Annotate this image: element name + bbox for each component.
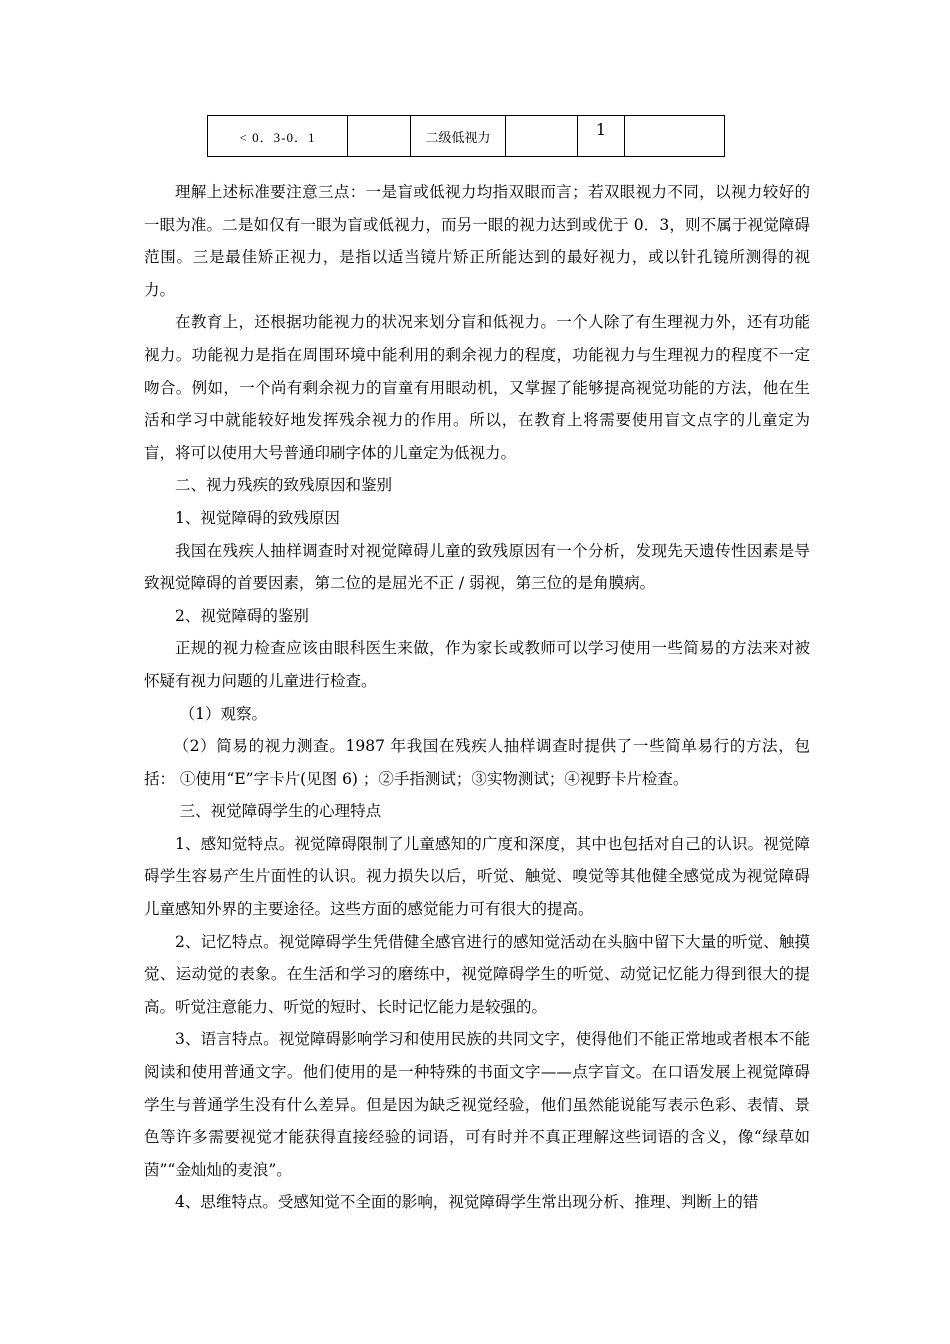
subheading-identification: 2、视觉障碍的鉴别	[175, 606, 309, 625]
table-cell-vision-range: < 0．3-0．1	[208, 116, 348, 157]
paragraph-memory: 2、记忆特点。视觉障碍学生凭借健全感官进行的感知觉活动在头脑中留下大量的听觉、触摸觉、运动觉的表象。在生活和学习的磨练中，视觉障碍学生的听觉、动觉记忆能力得到很大的提高。听觉注意能力、听觉的短时、长时记忆能力是较强的。	[144, 932, 810, 1016]
paragraph-language: 3、语言特点。视觉障碍影响学习和使用民族的共同文字，使得他们不能正常地或者根本不能阅读和使用普通文字。他们使用的是一种特殊的书面文字——点字盲文。在口语发展上视觉障碍学生与普通学生没有什么差异。但是因为缺乏视觉经验，他们虽然能说能写表示色彩、表情、景色等许多需要视觉才能获得直接经验的词语，可有时并不真正理解这些词语的含义，像“绿草如茵”“金灿灿的麦浪”。	[144, 1030, 810, 1179]
list-item-vision-test: （2）简易的视力测查。1987 年我国在残疾人抽样调查时提供了一些简单易行的方法，包括： ①使用“E”字卡片(见图 6) ；②手指测试；③实物测试；④视野卡片检查。	[144, 737, 810, 788]
list-item-observation: （1）观察。	[179, 704, 268, 723]
paragraph-identification: 正规的视力检查应该由眼科医生来做，作为家长或教师可以学习使用一些简易的方法来对被怀疑有视力问题的儿童进行检查。	[144, 639, 810, 690]
table-cell	[506, 116, 578, 157]
document-body	[144, 176, 810, 1219]
paragraph-standard-notes: 理解上述标准要注意三点：一是盲或低视力均指双眼而言；若双眼视力不同，以视力较好的一眼为准。二是如仅有一眼为盲或低视力，而另一眼的视力达到或优于 0．3，则不属于视觉障碍范围。三是最佳矫正视力，是指以适当镜片矫正所能达到的最好视力，或以针孔镜所测得的视力。	[144, 183, 810, 299]
section-heading-causes: 二、视力残疾的致残原因和鉴别	[175, 476, 393, 495]
table-cell	[348, 116, 411, 157]
vision-grade-table	[207, 115, 725, 157]
paragraph-functional-vision: 在教育上，还根据功能视力的状况来划分盲和低视力。一个人除了有生理视力外，还有功能视力。功能视力是指在周围环境中能利用的剩余视力的程度，功能视力与生理视力的程度不一定吻合。例如，一个尚有剩余视力的盲童有用眼动机，又掌握了能够提高视觉功能的方法，他在生活和学习中就能较好地发挥残余视力的作用。所以，在教育上将需要使用盲文点字的儿童定为盲，将可以使用大号普通印刷字体的儿童定为低视力。	[144, 313, 810, 462]
table-cell	[625, 116, 725, 157]
section-heading-psychology: 三、视觉障碍学生的心理特点	[179, 802, 382, 821]
paragraph-thinking: 4、思维特点。受感知觉不全面的影响，视觉障碍学生常出现分析、推理、判断上的错	[175, 1193, 759, 1212]
paragraph-perception: 1、感知觉特点。视觉障碍限制了儿童感知的广度和深度，其中也包括对自己的认识。视觉障碍学生容易产生片面性的认识。视力损失以后，听觉、触觉、嗅觉等其他健全感觉成为视觉障碍儿童感知外界的主要途径。这些方面的感觉能力可有很大的提高。	[144, 834, 810, 919]
vision-grade-table-container	[207, 115, 725, 157]
subheading-causes: 1、视觉障碍的致残原因	[175, 508, 340, 527]
table-cell-level: 1	[578, 116, 625, 157]
paragraph-causes: 我国在残疾人抽样调查时对视觉障碍儿童的致残原因有一个分析，发现先天遗传性因素是导致视觉障碍的首要因素，第二位的是屈光不正 / 弱视，第三位的是角膜病。	[144, 541, 810, 593]
table-row	[208, 116, 725, 157]
table-cell-grade: 二级低视力	[411, 116, 506, 157]
